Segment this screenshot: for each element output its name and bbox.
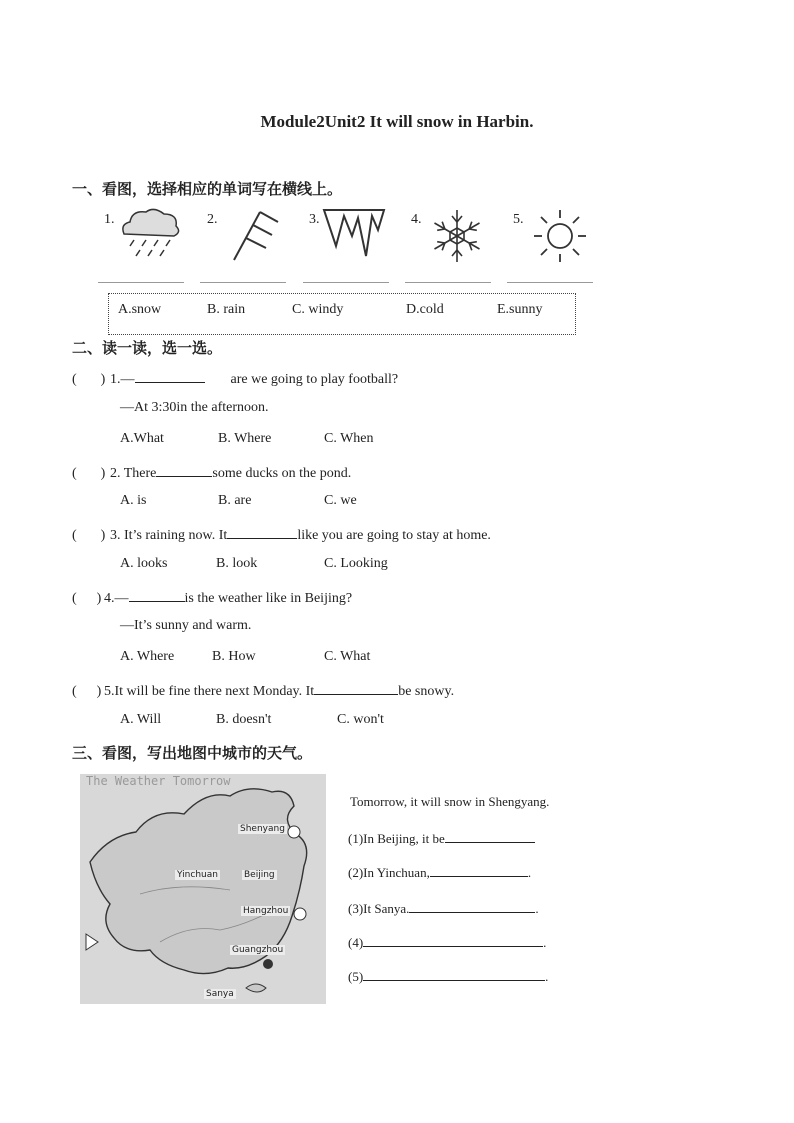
- q1-option-c: C. When: [324, 431, 374, 446]
- map-blank-2[interactable]: [430, 864, 528, 877]
- pic-number-5: 5.: [513, 212, 524, 227]
- icicle-icon: [322, 206, 386, 262]
- answer-line-2[interactable]: [200, 281, 286, 283]
- map-question-3: (3)It Sanya. .: [348, 901, 539, 916]
- pic-number-1: 1.: [104, 212, 115, 227]
- city-beijing: Beijing: [244, 870, 275, 880]
- pic-number-4: 4.: [411, 212, 422, 227]
- q5-option-a: A. Will: [120, 712, 162, 727]
- section2-heading: 二、读一读，选一选。: [72, 339, 223, 357]
- section1-heading: 一、看图，选择相应的单词写在横线上。: [72, 180, 343, 198]
- question-4: ( ) 4.— is the weather like in Beijing?: [72, 587, 352, 607]
- city-sanya: Sanya: [206, 989, 234, 999]
- question-4-reply: —It’s sunny and warm.: [120, 618, 252, 633]
- city-hangzhou: Hangzhou: [243, 906, 289, 916]
- map-question-5: (5) .: [348, 969, 549, 984]
- q1-option-b: B. Where: [218, 431, 272, 446]
- pic-number-3: 3.: [309, 212, 320, 227]
- section3-heading: 三、看图，写出地图中城市的天气。: [72, 744, 313, 762]
- map-question-1: (1)In Beijing, it be: [348, 830, 535, 847]
- blank-2[interactable]: [156, 462, 212, 477]
- page-title: Module2Unit2 It will snow in Harbin.: [260, 112, 534, 131]
- question-3: ( ) 3. It’s raining now. It like you are going to stay at home.: [72, 524, 491, 544]
- map-blank-5[interactable]: [363, 968, 545, 981]
- answer-line-4[interactable]: [405, 281, 491, 283]
- question-2: ( ) 2. There some ducks on the pond.: [72, 462, 351, 482]
- answer-paren-2[interactable]: ( ): [72, 466, 106, 481]
- q2-option-c: C. we: [324, 493, 357, 508]
- q2-option-b: B. are: [218, 493, 252, 508]
- rain-cloud-icon: [118, 206, 184, 262]
- q4-option-c: C. What: [324, 649, 371, 664]
- snowflake-icon: [428, 208, 486, 264]
- rain-symbol-icon: [263, 959, 273, 969]
- q5-option-b: B. doesn't: [216, 712, 272, 727]
- city-yinchuan: Yinchuan: [177, 870, 218, 880]
- q1-option-a: A.What: [120, 431, 164, 446]
- option-d: D.cold: [406, 302, 444, 317]
- answer-line-3[interactable]: [303, 281, 389, 283]
- map-blank-3[interactable]: [409, 900, 535, 913]
- blank-3[interactable]: [227, 524, 297, 539]
- answer-line-1[interactable]: [98, 281, 184, 283]
- q3-option-b: B. look: [216, 556, 258, 571]
- question-5: ( ) 5.It will be fine there next Monday. It be snowy.: [72, 680, 454, 700]
- pic-number-2: 2.: [207, 212, 218, 227]
- option-c: C. windy: [292, 302, 344, 317]
- option-a: A.snow: [118, 302, 162, 317]
- map-blank-1[interactable]: [445, 830, 535, 843]
- city-guangzhou: Guangzhou: [232, 945, 284, 955]
- q3-option-c: C. Looking: [324, 556, 388, 571]
- map-blank-4[interactable]: [363, 934, 543, 947]
- cloud-symbol-icon: [294, 908, 306, 920]
- q5-option-c: C. won't: [337, 712, 384, 727]
- example-sentence: Tomorrow, it will snow in Shengyang.: [350, 794, 550, 809]
- map-question-2: (2)In Yinchuan, .: [348, 865, 532, 880]
- answer-paren-5[interactable]: ( ): [72, 684, 102, 699]
- map-title: The Weather Tomorrow: [86, 774, 231, 788]
- sun-icon: [530, 206, 590, 266]
- blank-5[interactable]: [314, 680, 398, 695]
- answer-paren-3[interactable]: ( ): [72, 528, 106, 543]
- option-b: B. rain: [207, 302, 246, 317]
- q2-option-a: A. is: [120, 493, 147, 508]
- blank-4[interactable]: [129, 587, 185, 602]
- question-1-reply: —At 3:30in the afternoon.: [120, 400, 269, 415]
- answer-paren-1[interactable]: ( ): [72, 372, 106, 387]
- option-e: E.sunny: [497, 302, 543, 317]
- q4-option-b: B. How: [212, 649, 256, 664]
- q3-option-a: A. looks: [120, 556, 168, 571]
- wind-icon: [224, 208, 282, 264]
- snow-symbol-icon: [288, 826, 300, 838]
- weather-map: [80, 774, 326, 1004]
- answer-paren-4[interactable]: ( ): [72, 591, 102, 606]
- q4-option-a: A. Where: [120, 649, 175, 664]
- answer-line-5[interactable]: [507, 281, 593, 283]
- question-1: ( ) 1.— are we going to play football?: [72, 368, 398, 388]
- map-question-4: (4) .: [348, 935, 547, 950]
- city-shenyang: Shenyang: [240, 824, 285, 834]
- blank-1[interactable]: [135, 368, 205, 383]
